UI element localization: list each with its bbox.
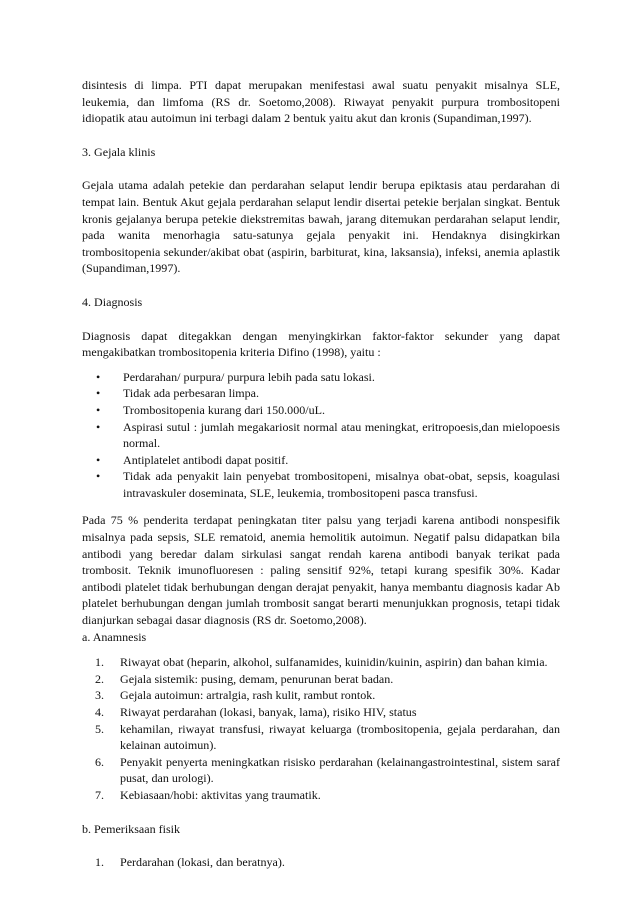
document-page	[82, 77, 560, 871]
anamnesis-list	[82, 654, 560, 803]
list-item: • Aspirasi sutul : jumlah megakariosit normal atau meningkat, eritropoesis,dan mielopoesis normal.	[96, 419, 560, 451]
list-item: • Perdarahan/ purpura/ purpura lebih pada satu lokasi.	[96, 369, 375, 384]
section-4-paragraph: Pada 75 % penderita terdapat peningkatan titer palsu yang terjadi karena antibodi nonspesifik misalnya pada sepsis, SLE rematoid, anemia hemolitik autoimun. Negatif palsu didapatkan bila antibodi yang beredar dalam sirkulasi sangat rendah karena antibodi banyak terikat pada trombosit. Teknik imunofluoresen : paling sensitif 92%, tetapi kurang spesifik 30%. Kadar antibodi platelet tidak berhubungan dengan derajat penyakit, hanya membantu diagnosis kadar Ab platelet berhubungan dengan jumlah trombosit sangat berarti menunjukkan prognosis, tetapi tidak dianjurkan sebagai dasar diagnosis (RS dr. Soetomo,2008).	[82, 513, 560, 628]
section-3-paragraph: Gejala utama adalah petekie dan perdarahan selaput lendir berupa epiktasis atau perdarahan di tempat lain. Bentuk Akut gejala perdarahan selaput lendir disertai petekie berjalan singkat. Bentuk kronis gejalanya berupa petekie diekstremitas bawah, jarang ditemukan perdarahan selaput lendir, pada wanita menorhagia satu-satunya gejala penyakit ini. Hendaknya disingkirkan trombositopenia sekunder/akibat obat (aspirin, barbiturat, kina, laksansia), infeksi, anemia aplastik (Supandiman,1997).	[82, 178, 560, 276]
intro-line: leukemia, dan limfoma (RS dr. Soetomo,2008). Riwayat penyakit purpura trombositopeni	[82, 94, 560, 109]
list-item: 1. Perdarahan (lokasi, dan beratnya).	[95, 855, 285, 870]
bullet-icon: •	[96, 386, 101, 401]
pemeriksaan-list	[82, 854, 560, 871]
list-item: • Antiplatelet antibodi dapat positif.	[96, 452, 289, 467]
section-3-heading: 3. Gejala klinis	[82, 144, 156, 159]
item-number: 4.	[95, 705, 105, 719]
anamnesis-heading: a. Anamnesis	[82, 629, 147, 644]
bullet-icon: •	[96, 402, 101, 417]
intro-line: idiopatik atau autoimun ini terbagi dalam 2 bentuk yaitu akut dan kronis (Supandiman,1997).	[82, 111, 532, 126]
section-4-intro: Diagnosis dapat ditegakkan dengan menyingkirkan faktor-faktor sekunder yang dapat mengakibatkan trombositopenia kriteria Difino (1998), yaitu :	[82, 328, 560, 360]
criteria-list	[82, 369, 560, 502]
item-number: 7.	[95, 787, 105, 802]
list-item: 6. Penyakit penyerta meningkatkan risisko perdarahan (kelainangastrointestinal, sistem saraf pusat, dan urologi).	[95, 754, 560, 786]
list-item: • Tidak ada perbesaran limpa.	[96, 386, 260, 401]
list-item: • Tidak ada penyakit lain penyebat trombositopeni, misalnya obat-obat, sepsis, koagulasi intravaskuler doseminata, SLE, leukemia, trombositopeni pasca transfusi.	[96, 469, 560, 500]
item-number: 2.	[95, 671, 105, 686]
list-item: 1. Riwayat obat (heparin, alkohol, sulfanamides, kuinidin/kuinin, aspirin) dan bahan kimia.	[95, 655, 548, 670]
bullet-icon: •	[96, 369, 101, 384]
intro-line: disintesis di limpa. PTI dapat merupakan menifestasi awal suatu penyakit misalnya SLE,	[82, 78, 560, 92]
list-item: 2. Gejala sistemik: pusing, demam, penurunan berat badan.	[95, 671, 394, 686]
intro-paragraph	[82, 77, 560, 127]
bullet-icon: •	[96, 469, 101, 484]
pemeriksaan-heading: b. Pemeriksaan fisik	[82, 821, 181, 836]
item-number: 5.	[95, 721, 105, 736]
bullet-icon: •	[96, 452, 101, 467]
list-item: 4. Riwayat perdarahan (lokasi, banyak, lama), risiko HIV, status	[95, 705, 417, 719]
item-number: 1.	[95, 855, 105, 870]
item-number: 6.	[95, 754, 105, 769]
bullet-icon: •	[96, 419, 101, 434]
list-item: 5. kehamilan, riwayat transfusi, riwayat keluarga (trombositopenia, gejala perdarahan, dan kelainan autoimun).	[95, 721, 560, 753]
list-item: 3. Gejala autoimun: artralgia, rash kulit, rambut rontok.	[95, 688, 376, 703]
section-4-heading: 4. Diagnosis	[82, 294, 143, 309]
item-number: 3.	[95, 688, 105, 703]
item-number: 1.	[95, 655, 105, 670]
list-item: 7. Kebiasaan/hobi: aktivitas yang traumatik.	[95, 787, 321, 802]
list-item: • Trombositopenia kurang dari 150.000/uL.	[96, 402, 325, 417]
